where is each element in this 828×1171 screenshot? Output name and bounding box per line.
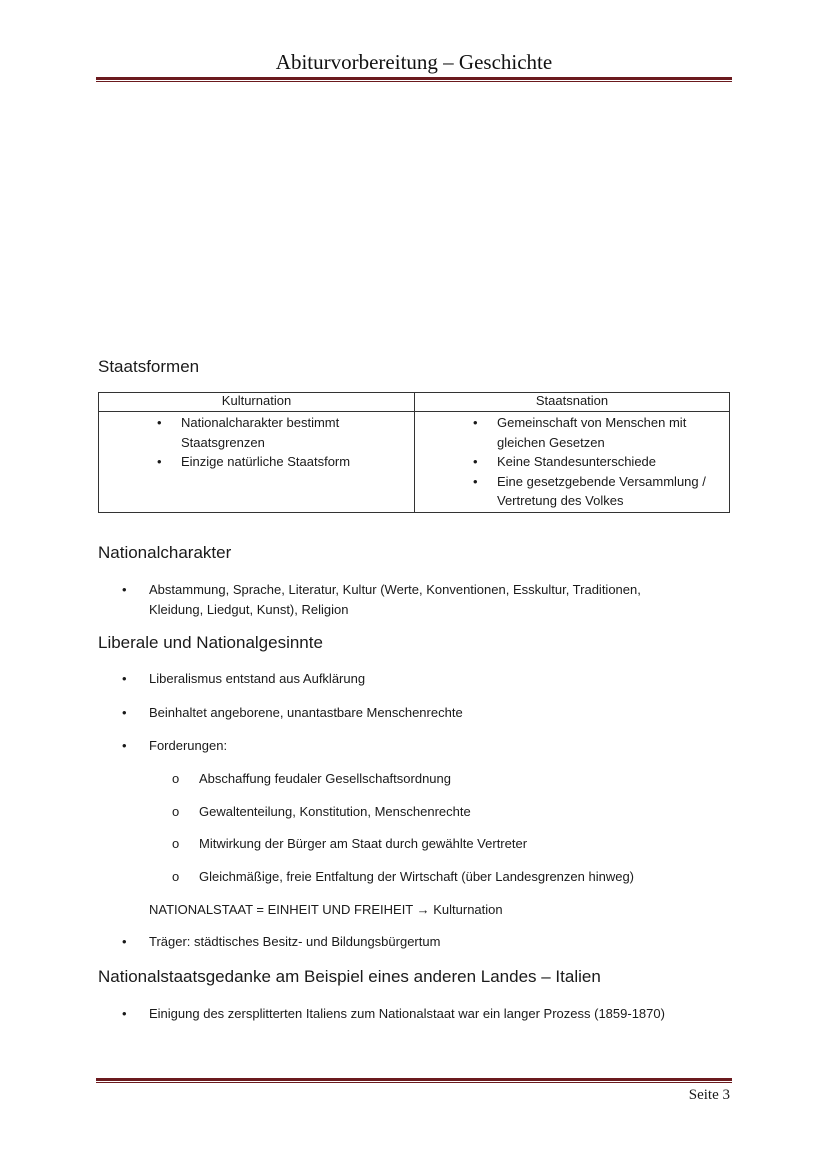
heading-italien: Nationalstaatsgedanke am Beispiel eines anderen Landes – Italien — [98, 967, 601, 986]
list-item: • Träger: städtisches Besitz- und Bildungsbürgertum — [122, 932, 440, 952]
bullet-icon: • — [122, 738, 127, 753]
bullet-icon: • — [122, 705, 127, 720]
circle-bullet-icon: o — [172, 771, 180, 786]
kulturnation-cell — [99, 412, 415, 513]
list-item: • Keine Standesunterschiede — [415, 452, 729, 472]
circle-bullet-icon: o — [172, 836, 180, 851]
heading-staatsformen: Staatsformen — [98, 357, 200, 376]
document-title: Abiturvorbereitung – Geschichte — [275, 50, 553, 74]
staatsnation-cell — [415, 412, 730, 513]
column-header-staatsnation: Staatsnation — [415, 393, 730, 412]
staatsformen-table — [98, 392, 730, 513]
list-item: • Eine gesetzgebende Versammlung / Vertretung des Volkes — [415, 472, 729, 511]
heading-nationalcharakter: Nationalcharakter — [98, 543, 232, 562]
bullet-icon: • — [122, 582, 127, 597]
list-item: • Gemeinschaft von Menschen mit gleichen Gesetzen — [415, 413, 729, 452]
footer-rule — [96, 1078, 732, 1083]
list-item: • Abstammung, Sprache, Literatur, Kultur (Werte, Konventionen, Esskultur, Traditionen, Kleidung, Liedgut, Kunst), Religion — [122, 582, 641, 617]
list-item: • Forderungen: — [122, 736, 227, 756]
sub-list-item: o Gewaltenteilung, Konstitution, Menschenrechte — [172, 802, 471, 822]
circle-bullet-icon: o — [172, 869, 180, 884]
list-item: • Liberalismus entstand aus Aufklärung — [122, 669, 365, 689]
heading-liberale: Liberale und Nationalgesinnte — [98, 633, 323, 652]
sub-list-item: o Abschaffung feudaler Gesellschaftsordnung — [172, 769, 451, 789]
header-rule — [96, 77, 732, 82]
bullet-icon: • — [122, 671, 127, 686]
sub-list-item: o Gleichmäßige, freie Entfaltung der Wirtschaft (über Landesgrenzen hinweg) — [172, 867, 634, 887]
list-item: • Beinhaltet angeborene, unantastbare Menschenrechte — [122, 703, 463, 723]
column-header-kulturnation: Kulturnation — [99, 393, 415, 412]
bullet-icon: • — [122, 1006, 127, 1021]
list-item: • Einzige natürliche Staatsform — [99, 452, 414, 472]
page-number: Seite 3 — [688, 1087, 730, 1103]
list-item: • Einigung des zersplitterten Italiens zum Nationalstaat war ein langer Prozess (1859-1870) — [122, 1004, 665, 1024]
formula-line: NATIONALSTAAT = EINHEIT UND FREIHEIT → Kulturnation — [149, 902, 503, 917]
sub-list-item: o Mitwirkung der Bürger am Staat durch gewählte Vertreter — [172, 834, 527, 854]
bullet-icon: • — [122, 934, 127, 949]
circle-bullet-icon: o — [172, 804, 180, 819]
list-item: • Nationalcharakter bestimmt Staatsgrenzen — [99, 413, 414, 452]
